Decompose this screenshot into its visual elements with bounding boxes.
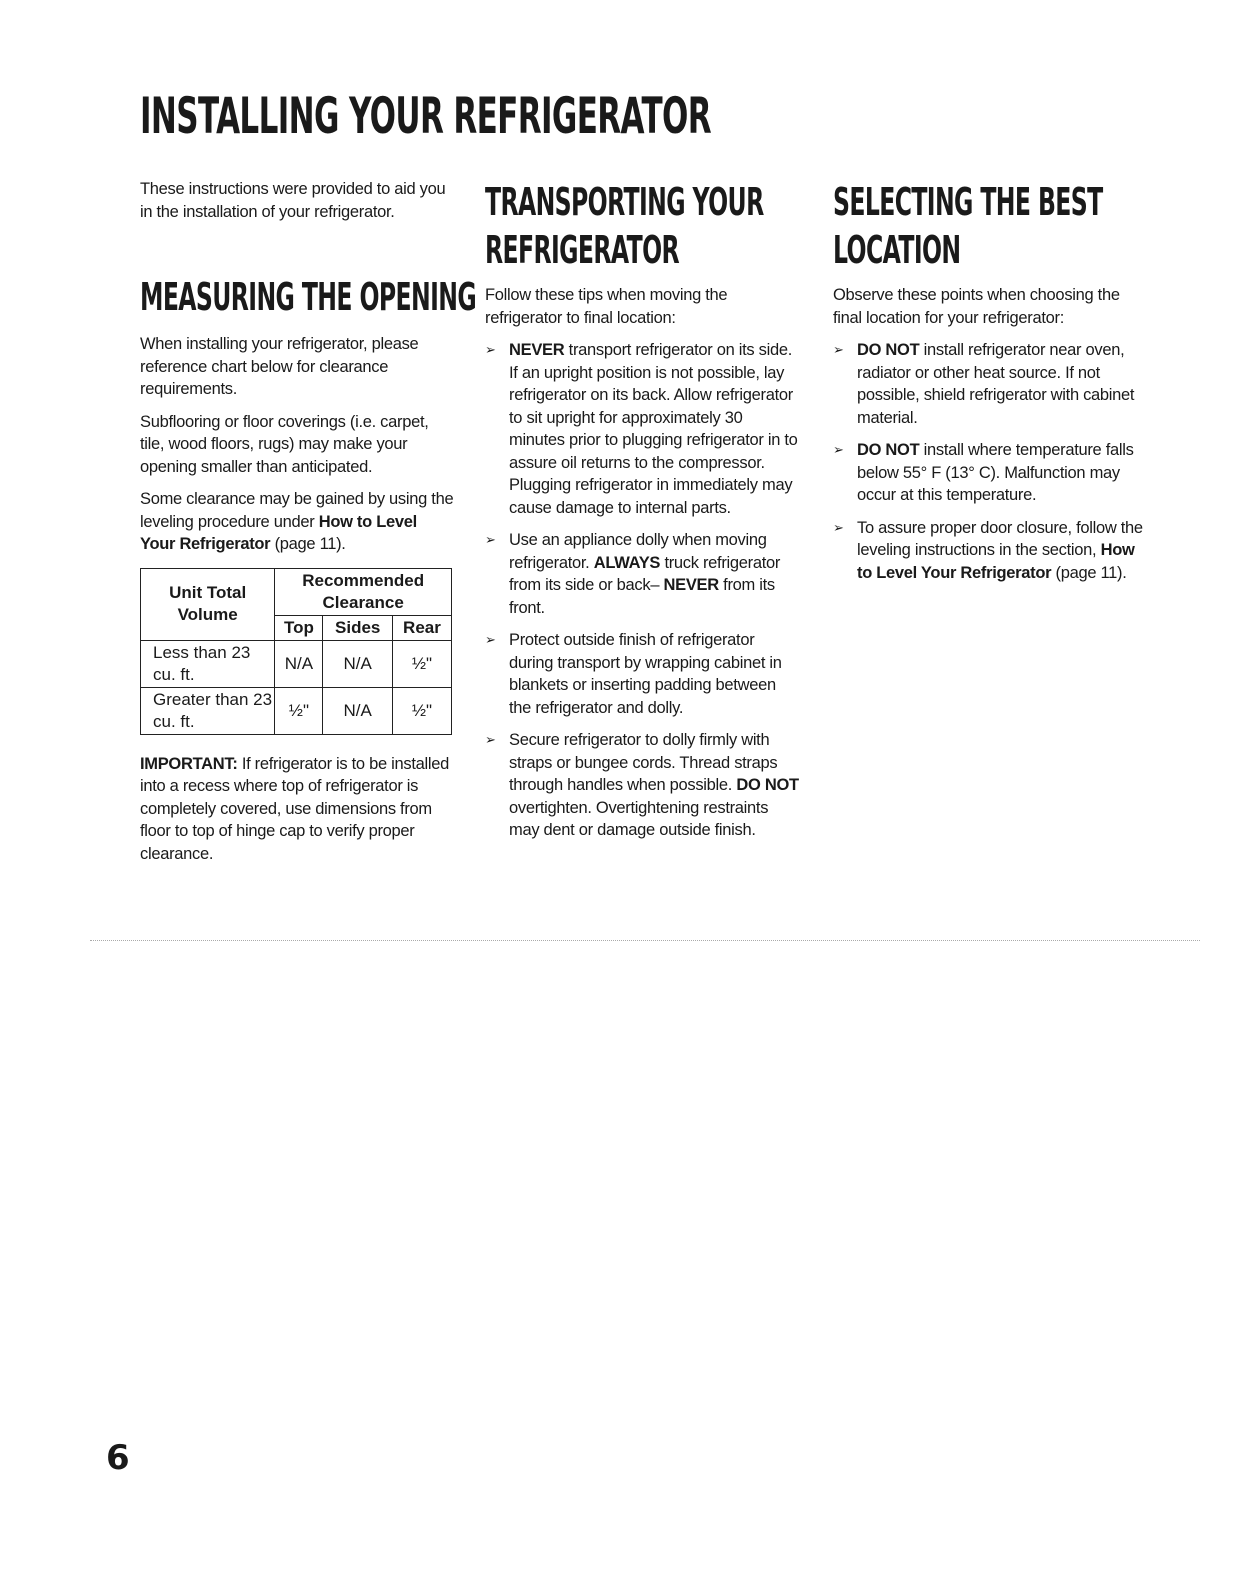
emphasis-text: How to Level Your Refrigerator — [857, 541, 1135, 582]
unit-volume-header: Unit Total Volume — [141, 568, 275, 640]
leveling-link-text: How to Level Your Refrigerator — [140, 512, 417, 553]
column-intro-measuring — [140, 178, 477, 875]
transporting-heading-line2: REFRIGERATOR — [485, 228, 680, 272]
list-item — [485, 529, 800, 619]
emphasis-text: DO NOT — [857, 341, 920, 359]
arrow-bullet-icon: ➢ — [833, 519, 844, 535]
transporting-intro: Follow these tips when moving the refrigerator to final location: — [485, 286, 728, 327]
emphasis-text: NEVER — [509, 341, 565, 359]
table-row — [141, 687, 452, 734]
page-number: 6 — [106, 1438, 130, 1478]
top-cell: ½" — [275, 687, 323, 734]
important-note — [140, 753, 455, 866]
emphasis-text: DO NOT — [736, 776, 799, 794]
clearance-paragraph: When installing your refrigerator, please reference chart below for clearance requirements. — [140, 335, 419, 398]
intro-paragraph: These instructions were provided to aid you in the installation of your refrigerator. — [140, 180, 446, 221]
selecting-heading-line2: LOCATION — [833, 228, 961, 272]
page-title: INSTALLING YOUR REFRIGERATOR — [140, 87, 712, 145]
tip-text: transport refrigerator on its side. If an upright position is not possible, lay refrigerator on its back. Allow refrigerator to sit upright for approximately 30 minutes prior to plugging refrigerator in to assure oil returns to the compressor. Plugging refrigerator in immediately may cause damage to internal parts. — [509, 341, 798, 517]
tip-text: install where temperature falls below 55° F (13° C). Malfunction may occur at this temperature. — [857, 441, 1134, 504]
tip-text: from its front. — [509, 576, 775, 617]
emphasis-text: DO NOT — [857, 441, 920, 459]
important-text: If refrigerator is to be installed into a recess where top of refrigerator is completely covered, use dimensions from floor to top of hinge cap to verify proper clearance. — [140, 754, 449, 863]
leveling-paragraph — [140, 488, 455, 556]
tip-text: Use an appliance dolly when moving refrigerator. — [509, 531, 767, 572]
sides-cell: N/A — [323, 640, 392, 687]
list-item — [833, 439, 1151, 507]
emphasis-text: NEVER — [663, 576, 719, 594]
tip-text: (page 11). — [1055, 563, 1127, 582]
arrow-bullet-icon: ➢ — [485, 342, 496, 357]
list-item — [485, 729, 800, 842]
transporting-heading-line1: TRANSPORTING YOUR — [485, 180, 764, 224]
subflooring-paragraph: Subflooring or floor coverings (i.e. carpet, tile, wood floors, rugs) may make your opening smaller than anticipated. — [140, 412, 429, 476]
arrow-bullet-icon: ➢ — [485, 532, 496, 547]
sides-cell: N/A — [323, 687, 392, 734]
transporting-tips-list — [485, 339, 800, 842]
arrow-bullet-icon: ➢ — [833, 342, 844, 357]
section-divider — [90, 940, 1200, 941]
arrow-bullet-icon: ➢ — [833, 442, 844, 457]
list-item — [485, 629, 800, 719]
list-item — [833, 517, 1151, 585]
volume-cell: Less than 23 cu. ft. — [141, 640, 275, 687]
tip-text: overtighten. Overtightening restraints may dent or damage outside finish. — [509, 798, 769, 839]
column-transporting — [485, 178, 800, 852]
clearance-table — [140, 568, 452, 735]
arrow-bullet-icon: ➢ — [485, 732, 496, 747]
tip-text: Protect outside finish of refrigerator during transport by wrapping cabinet in blankets or inserting padding between the refrigerator and dolly. — [509, 631, 782, 717]
tip-text: truck refrigerator from its side or back– — [509, 553, 781, 594]
important-label: IMPORTANT: — [140, 754, 238, 773]
measuring-heading: MEASURING THE OPENING — [140, 275, 477, 319]
tip-text: install refrigerator near oven, radiator or other heat source. If not possible, shield refrigerator with cabinet material. — [857, 341, 1135, 427]
top-cell: N/A — [275, 640, 323, 687]
list-item — [485, 339, 800, 519]
selecting-intro: Observe these points when choosing the final location for your refrigerator: — [833, 286, 1120, 327]
arrow-bullet-icon: ➢ — [485, 632, 496, 647]
volume-cell: Greater than 23 cu. ft. — [141, 687, 275, 734]
tip-text: Secure refrigerator to dolly firmly with straps or bungee cords. Thread straps through handles when possible. — [509, 731, 778, 794]
sides-column-header: Sides — [323, 615, 392, 640]
tip-text: To assure proper door closure, follow the leveling instructions in the section, — [857, 518, 1143, 559]
list-item — [833, 339, 1151, 429]
rear-cell: ½" — [392, 687, 451, 734]
leveling-page-ref: (page 11). — [274, 535, 346, 553]
top-column-header: Top — [275, 615, 323, 640]
rear-column-header: Rear — [392, 615, 451, 640]
column-selecting-location — [833, 178, 1151, 594]
emphasis-text: ALWAYS — [593, 553, 661, 572]
leveling-text: Some clearance may be gained by using the leveling procedure under — [140, 490, 454, 531]
location-tips-list — [833, 339, 1151, 584]
selecting-heading-line1: SELECTING THE BEST — [833, 180, 1103, 224]
recommended-clearance-header: Recommended Clearance — [275, 568, 452, 615]
rear-cell: ½" — [392, 640, 451, 687]
table-row — [141, 640, 452, 687]
